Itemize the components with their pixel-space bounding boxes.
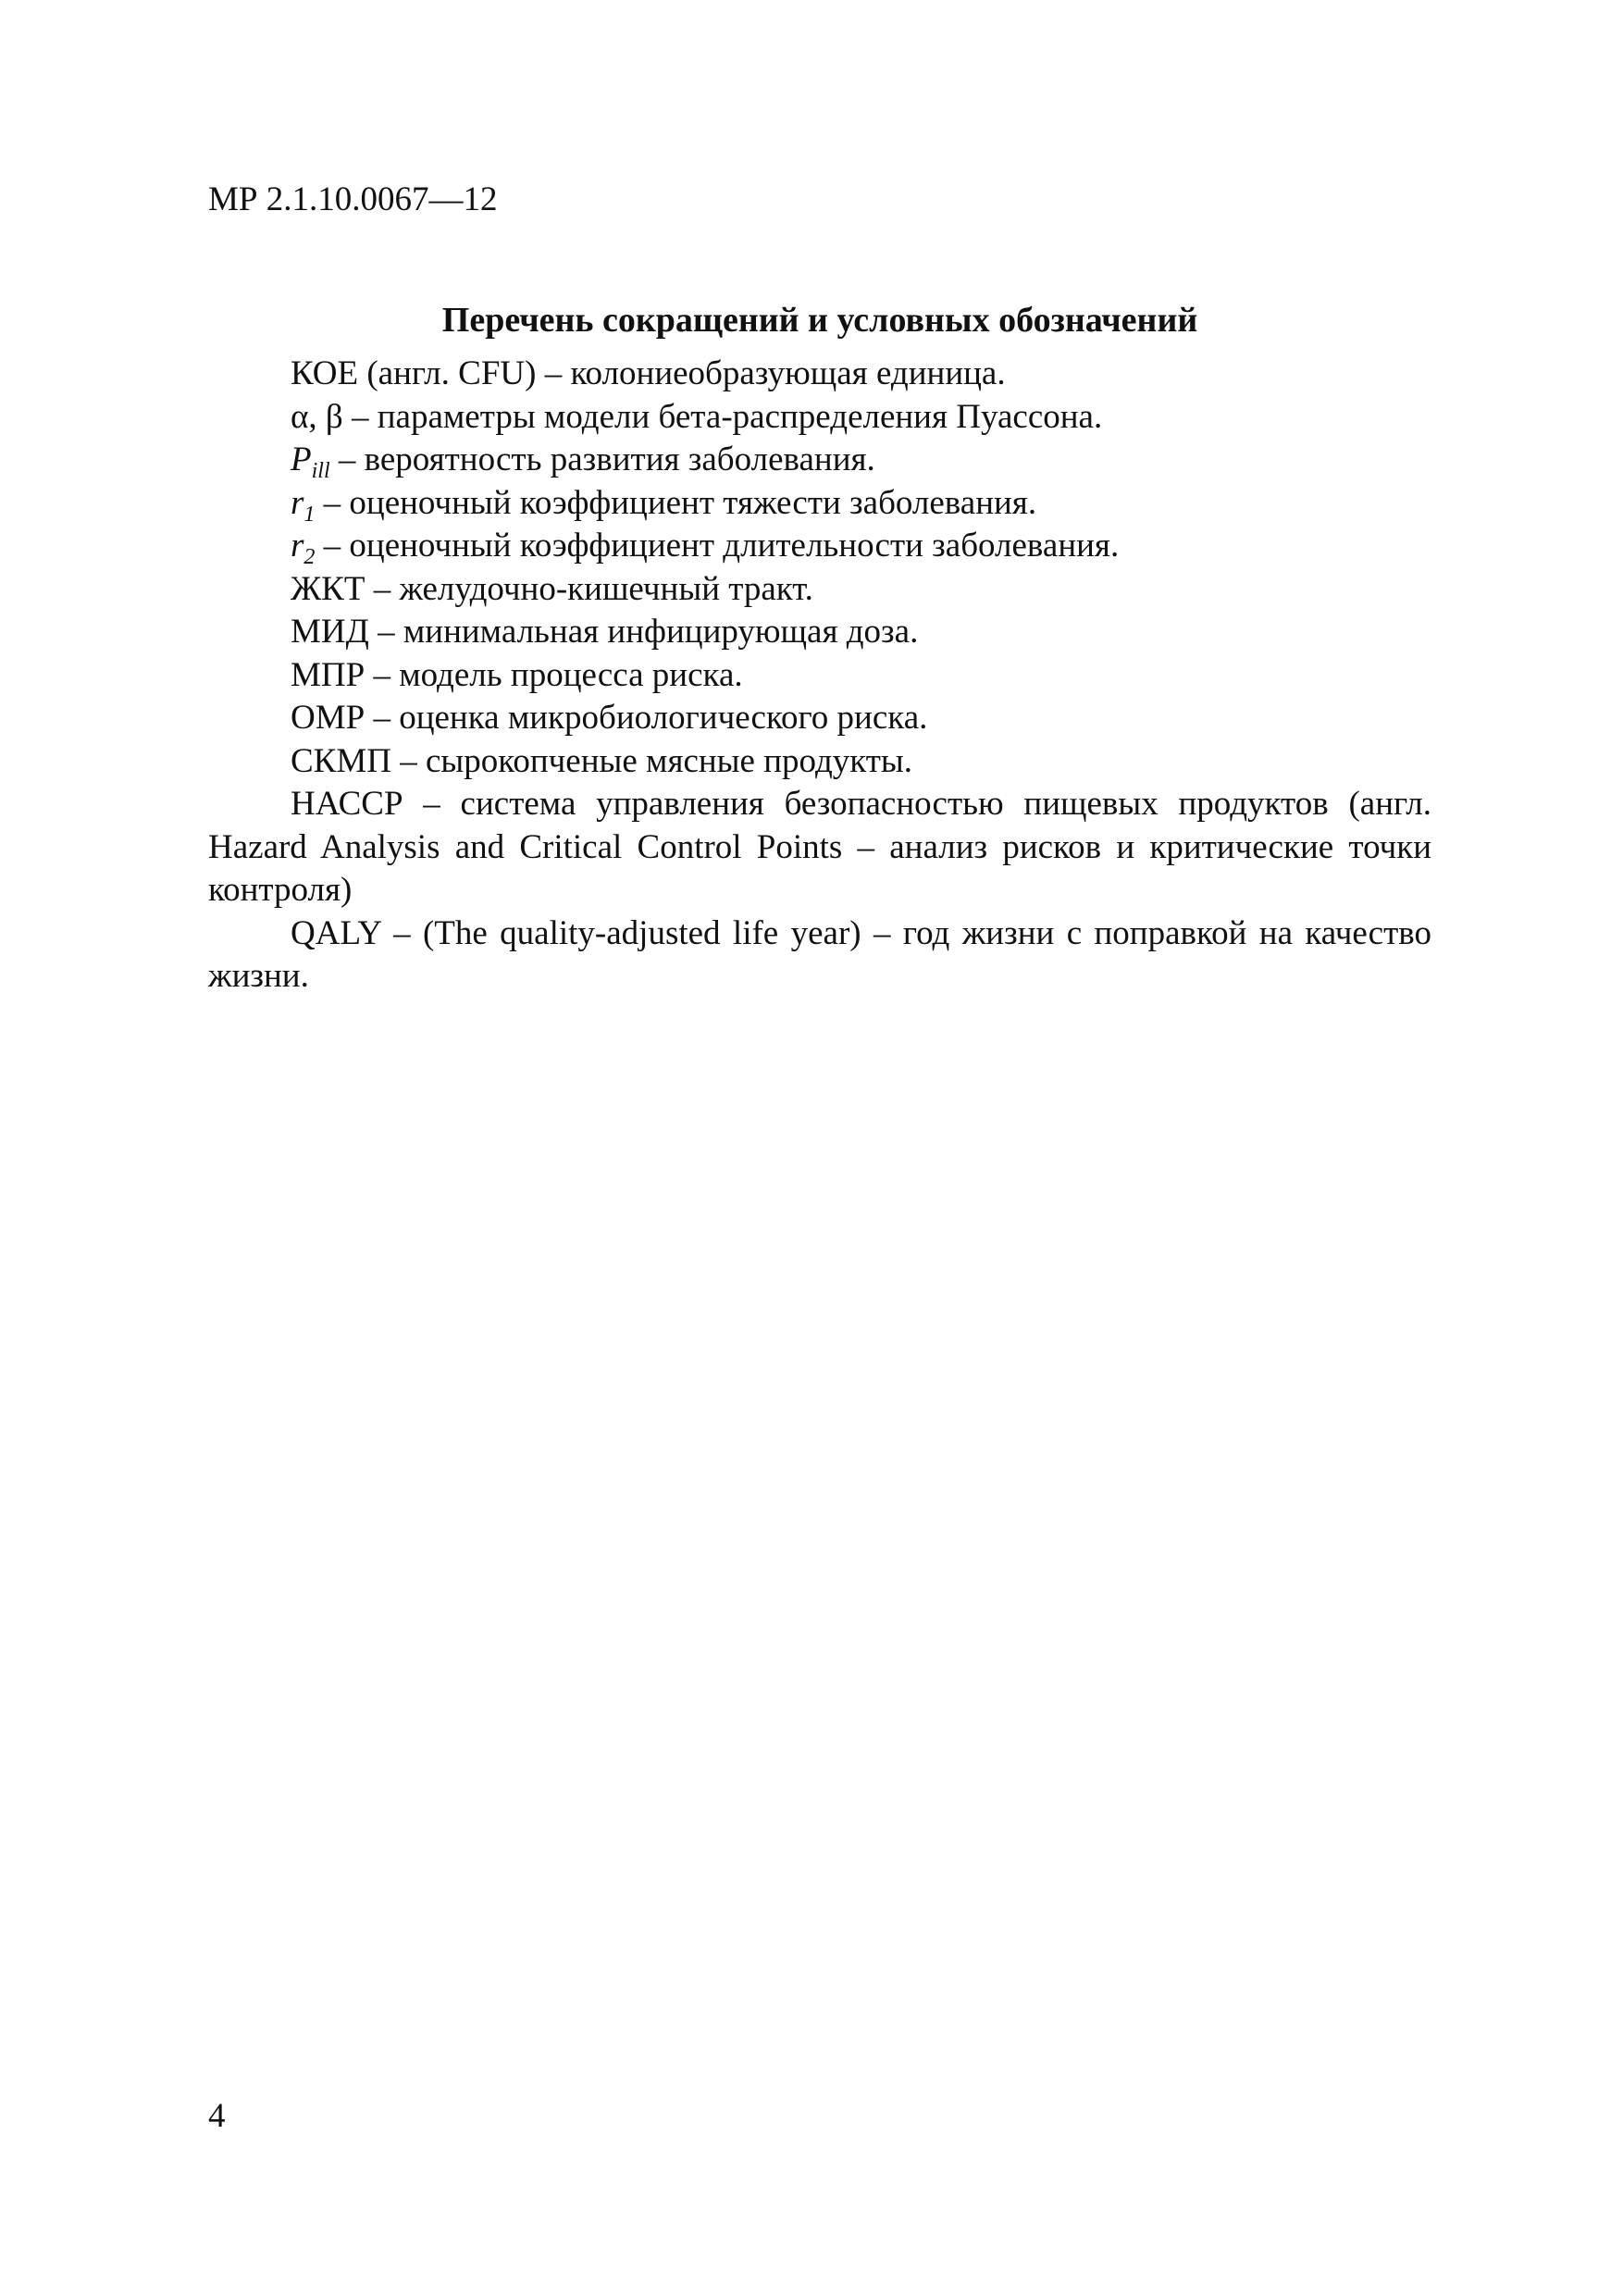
- term-subscript: 2: [304, 545, 316, 569]
- term-symbol: r: [291, 483, 304, 522]
- term-subscript: ill: [311, 459, 330, 483]
- abbreviation-item-qaly: [208, 912, 1431, 999]
- abbreviation-item-r2: [208, 525, 1431, 568]
- abbreviation-item-koe: [208, 353, 1431, 396]
- abbreviation-item-mid: [208, 611, 1431, 654]
- abbreviation-item-p-ill: [208, 439, 1431, 482]
- abbreviation-term: НАССР: [291, 785, 403, 823]
- abbreviation-definition: – оценочный коэффициент длительности заболевания.: [315, 527, 1120, 565]
- abbreviation-term: СКМП: [291, 741, 391, 780]
- abbreviation-term: α, β: [291, 397, 343, 436]
- section-title: Перечень сокращений и условных обозначений: [441, 301, 1198, 340]
- abbreviation-item-zhkt: [208, 568, 1431, 612]
- abbreviation-definition: – желудочно-кишечный тракт.: [365, 569, 813, 608]
- term-subscript: 1: [304, 502, 316, 527]
- document-code: МР 2.1.10.0067—12: [208, 180, 498, 218]
- abbreviation-item-omr: [208, 697, 1431, 740]
- term-symbol: r: [291, 527, 304, 565]
- term-symbol: P: [291, 441, 312, 478]
- abbreviation-term: ЖКТ: [291, 569, 365, 608]
- abbreviation-term: МПР: [291, 655, 365, 694]
- abbreviation-definition: – оценка микробиологического риска.: [365, 699, 928, 737]
- abbreviation-term: [291, 441, 330, 483]
- abbreviation-definition: – минимальная инфицирующая доза.: [368, 613, 919, 651]
- abbreviation-definition: (англ. CFU) – колониеобразующая единица.: [358, 354, 1006, 392]
- abbreviation-definition: – (The quality-adjusted life year) – год жизни с поправкой на качество жизни.: [208, 913, 1431, 995]
- abbreviation-term: QALY: [291, 913, 381, 952]
- abbreviation-list: [208, 353, 1431, 999]
- abbreviation-definition: – система управления безопасностью пищевых продуктов (англ. Hazard Analysis and Critical Control Points – анализ рисков и критические точки контроля): [208, 785, 1431, 909]
- abbreviation-item-haccp: [208, 783, 1431, 912]
- abbreviation-item-alpha-beta: [208, 396, 1431, 440]
- abbreviation-definition: – вероятность развития заболевания.: [329, 441, 875, 478]
- abbreviation-item-r1: [208, 482, 1431, 526]
- abbreviation-item-skmp: [208, 740, 1431, 784]
- abbreviation-term: ОМР: [291, 699, 365, 737]
- abbreviation-definition: – модель процесса риска.: [365, 655, 743, 694]
- abbreviation-definition: – оценочный коэффициент тяжести заболевания.: [315, 483, 1037, 522]
- abbreviation-item-mpr: [208, 654, 1431, 698]
- page-number: 4: [208, 2097, 226, 2135]
- abbreviation-term: МИД: [291, 613, 369, 651]
- abbreviation-term: [291, 527, 316, 569]
- abbreviation-definition: – сырокопченые мясные продукты.: [390, 741, 913, 780]
- abbreviation-term: [291, 483, 316, 527]
- abbreviation-definition: – параметры модели бета-распределения Пуассона.: [342, 397, 1103, 436]
- abbreviation-term: КОЕ: [291, 354, 359, 392]
